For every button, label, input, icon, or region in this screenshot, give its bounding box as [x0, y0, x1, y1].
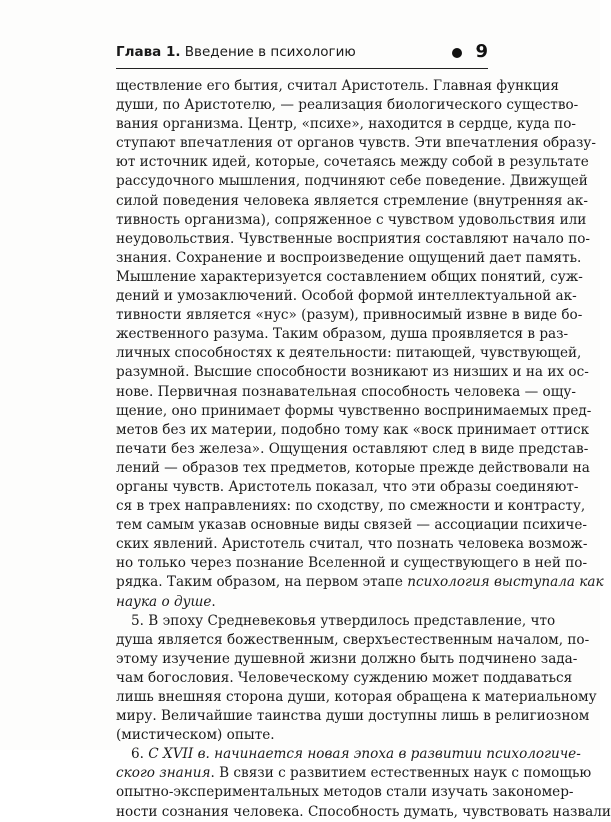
text-line [116, 115, 577, 134]
text-line [116, 268, 583, 287]
text-segment: тем самым указав основные виды связей — ассоциации психиче- [116, 517, 588, 534]
text-line [116, 459, 590, 478]
page-number: 9 [475, 41, 488, 62]
text-segment: ности сознания человека. Способность думать, чувствовать назвали [116, 803, 611, 820]
text-line [116, 211, 587, 230]
text-segment: миру. Величайшие таинства души доступны лишь в религиозном [116, 708, 590, 725]
text-segment: рассудочного мышления, подчиняют себе поведение. Движущей [116, 173, 588, 190]
text-line [116, 688, 597, 707]
text-line [116, 669, 573, 688]
text-segment: ся в трех направлениях: по сходству, по смежности и контрасту, [116, 498, 586, 515]
text-segment: знания. Сохранение и воспроизведение ощущений дает память. [116, 249, 582, 266]
text-line [116, 440, 589, 459]
text-segment: но только через познание Вселенной и существующего в ней по- [116, 555, 588, 572]
text-line [116, 344, 582, 363]
text-segment: души, по Аристотелю, — реализация биологического существо- [116, 97, 579, 114]
text-line [116, 783, 574, 802]
text-segment: опытно-экспериментальных методов стали изучать закономер- [116, 784, 574, 801]
text-line [116, 573, 604, 592]
text-segment: неудовольствия. Чувственные восприятия составляют начало по- [116, 230, 591, 247]
text-segment: . В связи с развитием естественных наук с помощью [210, 765, 592, 782]
text-segment: 6. [131, 746, 149, 763]
text-line [116, 535, 588, 554]
text-segment: ют источник идей, которые, сочетаясь между собой в результате [116, 154, 589, 171]
text-line [116, 554, 588, 573]
text-line [116, 497, 586, 516]
text-line [116, 707, 590, 726]
chapter-label: Глава 1. [116, 44, 181, 60]
italic-text-segment: С XVII в. начинается новая эпоха в развитии психологиче- [148, 746, 581, 763]
text-segment: 5. В эпоху Средневековья утвердилось представление, что [131, 612, 556, 629]
text-segment: дений и умозаключений. Особой формой интеллектуальной ак- [116, 288, 577, 305]
text-segment: Мышление характеризуется составлением общих понятий, суж- [116, 268, 583, 285]
text-line [116, 478, 579, 497]
text-line [116, 402, 592, 421]
text-line [116, 325, 569, 344]
text-line [116, 650, 578, 669]
header-rule [116, 68, 488, 69]
text-line [116, 363, 589, 382]
text-segment: разумной. Высшие способности возникают из низших и на их ос- [116, 364, 589, 381]
text-line [116, 249, 582, 268]
text-line [116, 745, 581, 764]
text-line [116, 230, 591, 249]
text-segment: рядка. Таким образом, на первом этапе [116, 574, 408, 591]
text-line [116, 192, 588, 211]
text-segment: тивность организма), сопряженное с чувством удовольствия или [116, 211, 587, 228]
text-line [116, 134, 597, 153]
text-segment: силой поведения человека является стремление (внутренняя ак- [116, 192, 588, 209]
text-segment: лишь внешняя сторона души, которая обращена к материальному [116, 689, 597, 705]
text-segment: этому изучение душевной жизни должно быть подчинено зада- [116, 650, 578, 667]
text-segment: щение, оно принимает формы чувственно воспринимаемых пред- [116, 402, 592, 419]
text-segment: лений — образов тех предметов, которые прежде действовали на [116, 459, 590, 476]
text-line [116, 764, 592, 783]
text-segment: личных способностях к деятельности: питающей, чувствующей, [116, 345, 582, 362]
text-line [116, 77, 559, 96]
text-line [116, 803, 611, 822]
text-segment: тивности является «нус» (разум), привносимый извне в виде бо- [116, 307, 583, 324]
text-line [116, 306, 583, 325]
text-segment: чам богословия. Человеческому суждению может поддаваться [116, 669, 573, 686]
text-line [116, 153, 589, 172]
text-segment: душа является божественным, сверхъестественным началом, по- [116, 631, 590, 648]
italic-text-segment: наука о душе [116, 593, 212, 610]
text-segment: ступают впечатления от органов чувств. Эти впечатления образу- [116, 135, 597, 152]
text-line [116, 383, 576, 402]
chapter-title: Введение в психологию [184, 44, 356, 60]
body-text [116, 77, 611, 822]
text-line [116, 726, 488, 745]
text-segment: ских явлений. Аристотель считал, что познать человека возмож- [116, 536, 588, 553]
text-segment: жественного разума. Таким образом, душа проявляется в раз- [116, 326, 569, 343]
text-line [116, 631, 590, 650]
italic-text-segment: психология выступала как [407, 574, 604, 591]
text-line [116, 421, 590, 440]
text-line [116, 593, 488, 612]
italic-text-segment: ского знания [116, 765, 211, 782]
text-segment: (мистическом) опыте. [116, 727, 275, 744]
text-line [116, 172, 588, 191]
text-segment: метов без их материи, подобно тому как «воск принимает оттиск [116, 421, 590, 438]
text-segment: нове. Первичная познавательная способность человека — ощу- [116, 383, 576, 400]
text-segment: органы чувств. Аристотель показал, что эти образы соединяют- [116, 478, 579, 495]
text-line [116, 516, 588, 535]
text-segment: ществление его бытия, считал Аристотель. Главная функция [116, 78, 559, 94]
text-segment: вания организма. Центр, «психе», находится в сердце, куда по- [116, 116, 577, 133]
text-segment: печати без железа». Ощущения оставляют след в виде представ- [116, 440, 589, 457]
bullet-dot-icon [452, 48, 462, 58]
text-segment: . [211, 593, 216, 610]
text-line [116, 612, 556, 631]
chapter-heading [116, 44, 356, 60]
text-line [116, 96, 579, 115]
running-header [116, 41, 488, 66]
text-line [116, 287, 577, 306]
